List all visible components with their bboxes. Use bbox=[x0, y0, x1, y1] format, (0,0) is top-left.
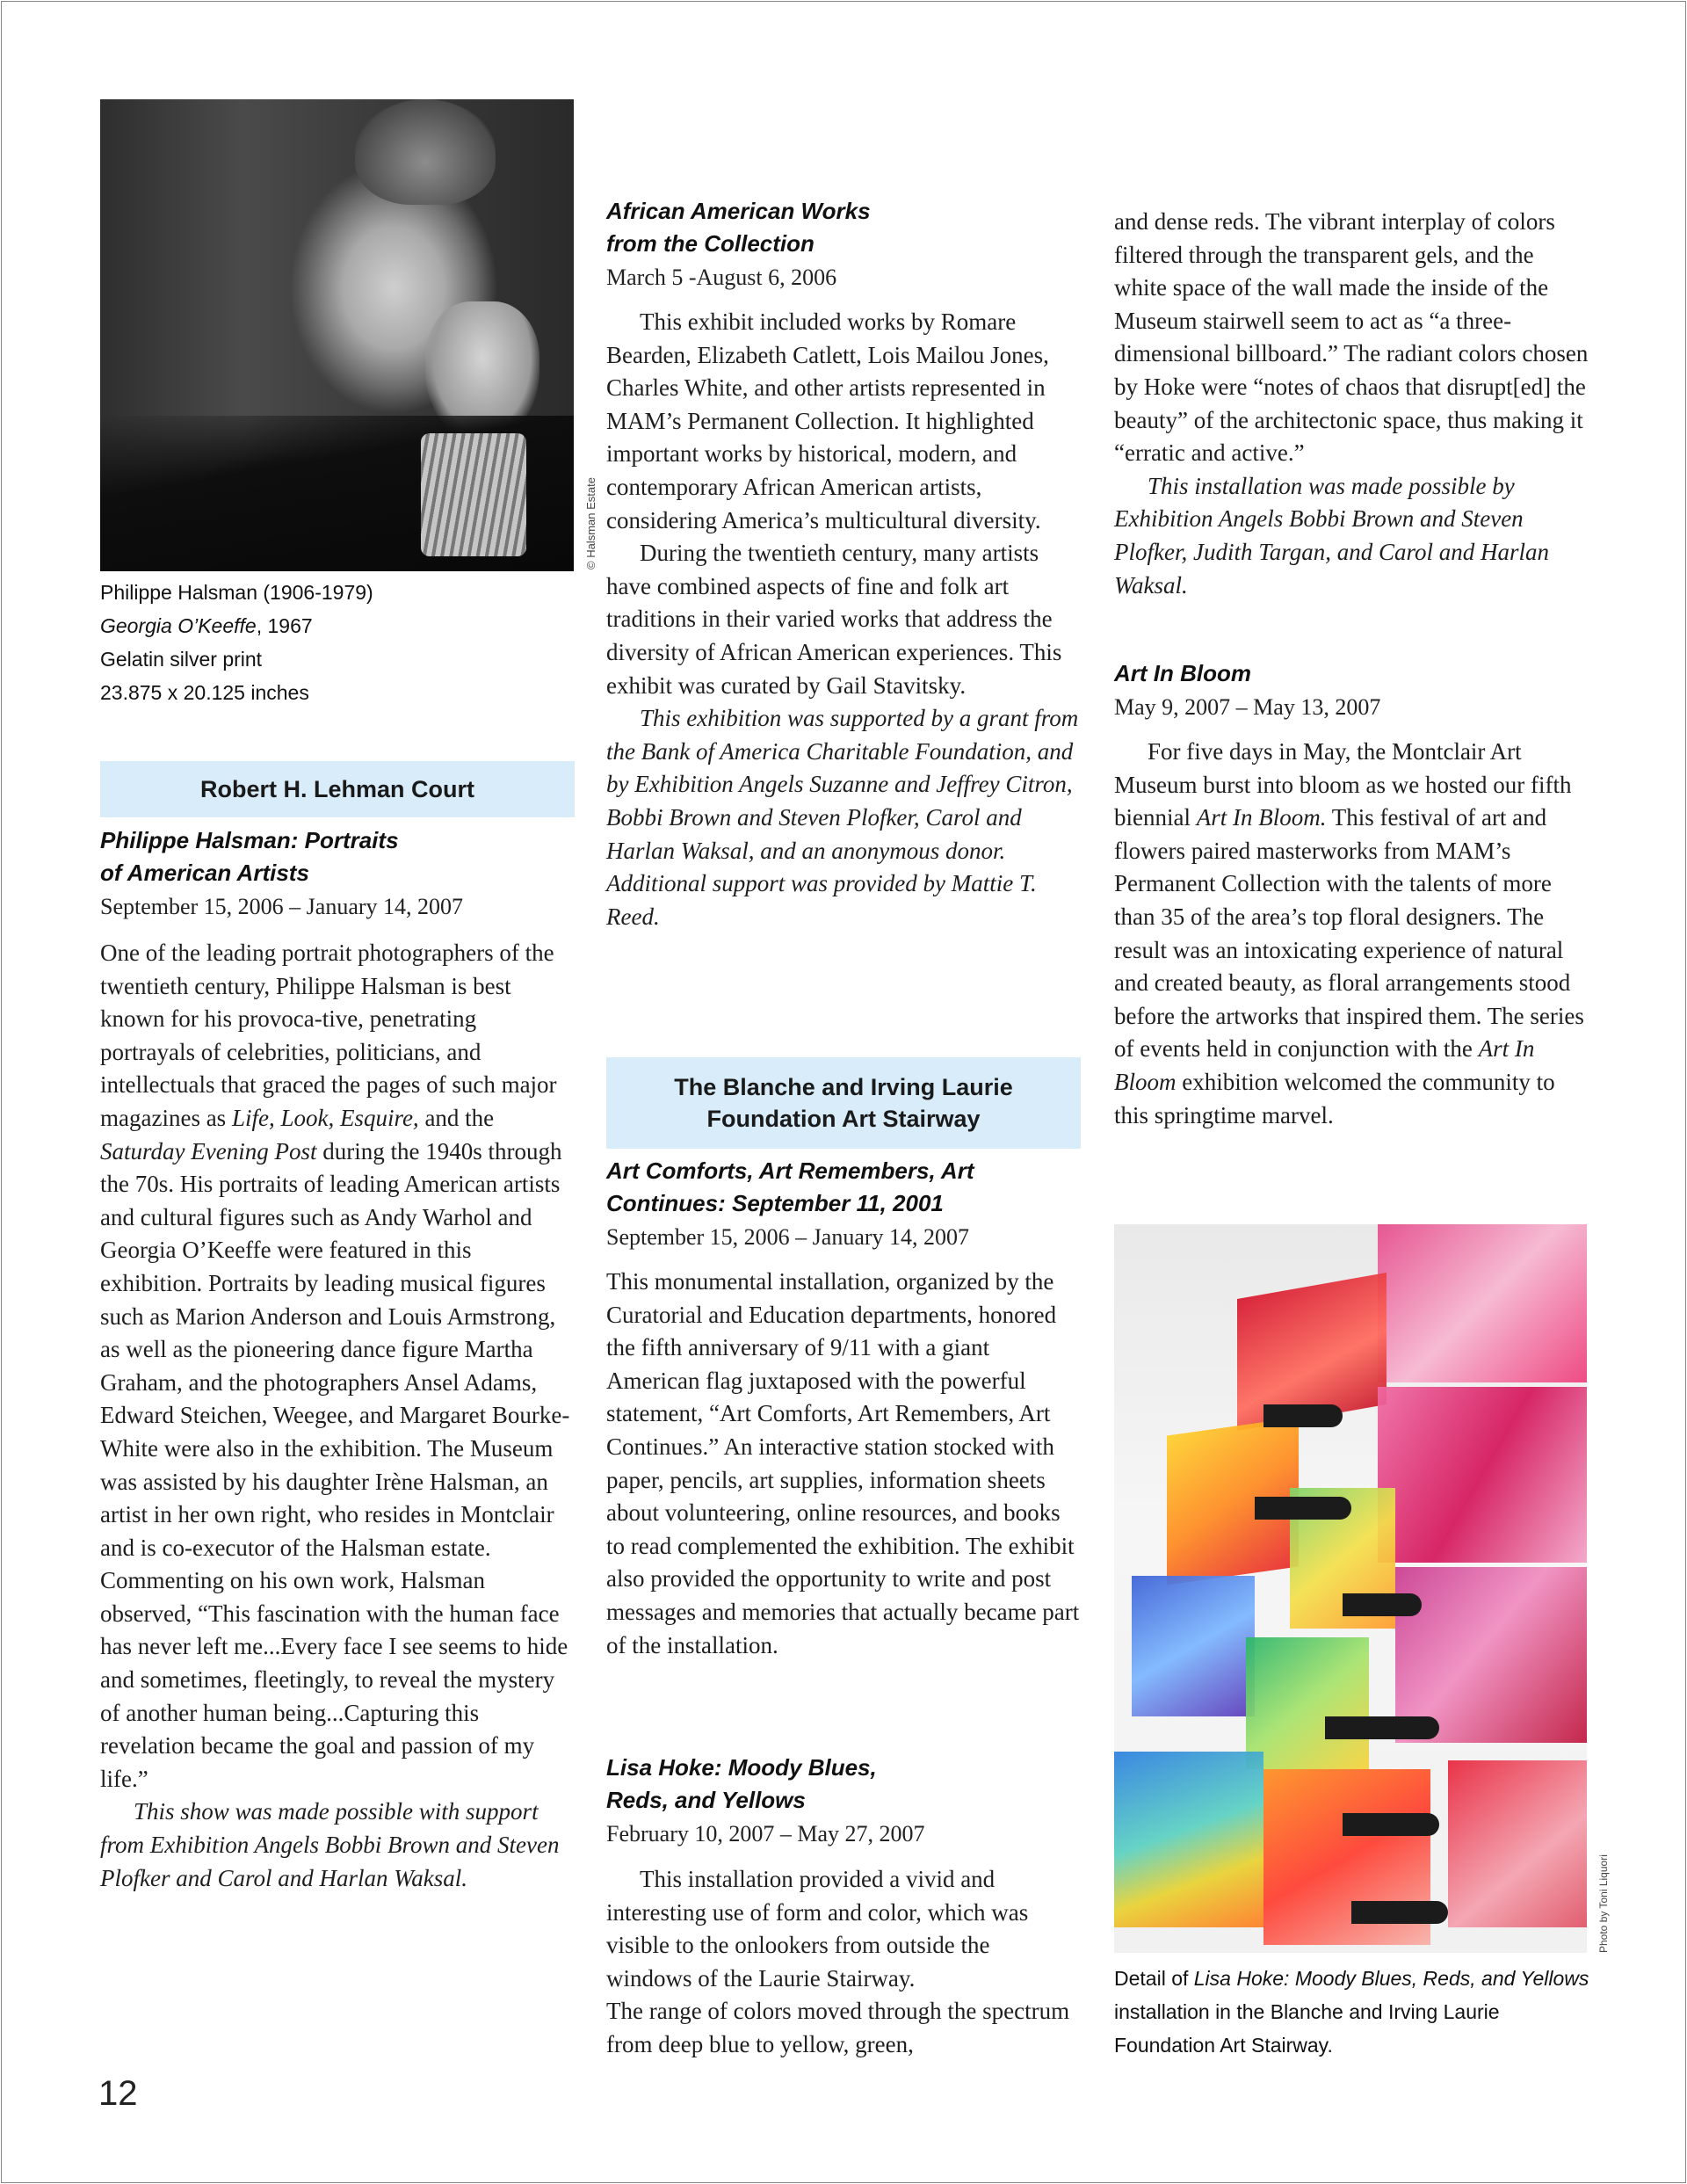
caption-line bbox=[100, 609, 575, 642]
portrait-photo bbox=[100, 99, 574, 571]
exhibit-dates: September 15, 2006 – January 14, 2007 bbox=[100, 894, 464, 919]
text-run: One of the leading portrait photographers of the twentieth century, Philippe Halsman is best known for his provoca-tive, penetrating portrayals of celebrities, politicians, and intellectuals that graced the pages of such major magazines as bbox=[100, 940, 557, 1131]
photo-gel-panel bbox=[1114, 1752, 1263, 1927]
photo-credit: © Halsman Estate bbox=[584, 477, 597, 570]
text-run: For five days in May, the Montclair Art Museum burst into bloom as we hosted our fifth biennial bbox=[1114, 738, 1572, 831]
exhibit-dates: February 10, 2007 – May 27, 2007 bbox=[606, 1821, 925, 1847]
exhibit-title: Art In Bloom. bbox=[1196, 804, 1327, 831]
body-text bbox=[100, 937, 576, 1895]
heading-line: of American Artists bbox=[100, 860, 309, 886]
exhibit-heading: Art In Bloom bbox=[1114, 660, 1251, 686]
section-band bbox=[606, 1057, 1081, 1149]
heading-line: Art Comforts, Art Remembers, Art bbox=[606, 1157, 974, 1184]
caption-line: 23.875 x 20.125 inches bbox=[100, 681, 309, 704]
photo-horn-shape bbox=[1325, 1716, 1439, 1739]
photo-credit: Photo by Toni Liquori bbox=[1597, 1854, 1610, 1953]
band-line: The Blanche and Irving Laurie bbox=[674, 1074, 1013, 1100]
support-credit: This installation was made possible by Exhibition Angels Bobbi Brown and Steven Plofker, Judith Targan, and Carol and Harlan Waksal. bbox=[1114, 472, 1550, 599]
paragraph bbox=[1114, 736, 1589, 1132]
exhibit-dates: September 15, 2006 – January 14, 2007 bbox=[606, 1224, 970, 1250]
heading-line: from the Collection bbox=[606, 230, 815, 257]
caption-artwork-title: Georgia O’Keeffe bbox=[100, 614, 257, 637]
paragraph: This exhibit included works by Romare Bearden, Elizabeth Catlett, Lois Mailou Jones, Charles White, and other artists represented in MAM’s Permanent Collection. It highlighted important works by historical, modern, and contemporary African American artists, considering America’s multicultural diversity. bbox=[606, 308, 1049, 533]
photo-gel-panel bbox=[1378, 1387, 1587, 1563]
photo-horn-shape bbox=[1343, 1813, 1439, 1836]
body-text bbox=[1114, 206, 1589, 602]
caption-line: Philippe Halsman (1906-1979) bbox=[100, 581, 373, 604]
body-text bbox=[606, 1863, 1081, 2062]
heading-line: Reds, and Yellows bbox=[606, 1787, 806, 1813]
exhibit-heading bbox=[606, 1752, 1081, 1817]
photo-horn-shape bbox=[1351, 1901, 1448, 1924]
magazine-name: Saturday Evening Post bbox=[100, 1137, 317, 1165]
paragraph: This installation provided a vivid and interesting use of form and color, which was visible to the onlookers from outside the windows of the Laurie Stairway. bbox=[606, 1866, 1029, 1992]
exhibit-heading bbox=[606, 195, 1081, 260]
exhibit-title: Art In Bloom bbox=[1114, 1035, 1535, 1095]
exhibit-heading bbox=[606, 1155, 1081, 1220]
photo-gel-panel bbox=[1132, 1576, 1255, 1716]
support-credit: This exhibition was supported by a grant from the Bank of America Charitable Foundation, and by Exhibition Angels Suzanne and Jeffrey Citron, Bobbi Brown and Steven Plofker, Carol and Harlan Waksal, and an anonymous donor. Additional support was provided by Mattie T. Reed. bbox=[606, 705, 1079, 930]
section-band: Robert H. Lehman Court bbox=[100, 761, 575, 817]
photo-cuff-shape bbox=[421, 433, 526, 556]
body-text bbox=[606, 1266, 1081, 1662]
photo-horn-shape bbox=[1255, 1497, 1351, 1520]
text-run: exhibition welcomed the community to this springtime marvel. bbox=[1114, 1068, 1555, 1128]
magazine-names: Life, Look, Esquire, bbox=[231, 1104, 419, 1131]
text-run: Detail of bbox=[1114, 1967, 1194, 1990]
photo-gel-panel bbox=[1448, 1760, 1587, 1927]
photo-caption bbox=[1114, 1962, 1593, 2062]
body-text bbox=[1114, 736, 1589, 1132]
text-run: during the 1940s through the 70s. His portraits of leading American artists and cultural figures such as Andy Warhol and Georgia O’Keeffe were featured in this exhibition. Portraits by leading musical figures such as Marion Anderson and Louis Armstrong, as well as the pioneering dance figure Martha Graham, and the photographers Ansel Adams, Edward Steichen, Weegee, and Margaret Bourke-White were also in the exhibition. The Museum was assisted by his daughter Irène Halsman, an artist in her own right, who resides in Montclair and is co-executor of the Halsman estate. Commenting on his own work, Halsman observed, “This fascination with the human face has never left me...Every face I see seems to hide and sometimes, fleetingly, to reveal the mystery of another human being...Capturing this revelation became the goal and passion of my life.” bbox=[100, 1137, 570, 1792]
photo-gel-panel bbox=[1246, 1637, 1369, 1769]
text-run: This festival of art and flowers paired masterworks from MAM’s Permanent Collection with the talents of more than 35 of the area’s top floral designers. The result was an intoxicating experience of natural and created beauty, as floral arrangements stood before the artworks that inspired them. The series of events held in conjunction with the bbox=[1114, 804, 1584, 1063]
paragraph: This monumental installation, organized by the Curatorial and Education departments, honored the fifth anniversary of 9/11 with a giant American flag juxtaposed with the powerful statement, “Art Comforts, Art Remembers, Art Continues.” An interactive station stocked with paper, pencils, art supplies, information sheets about volunteering, online resources, and books to read complemented the exhibition. The exhibit also provided the opportunity to write and post messages and memories that actually became part of the installation. bbox=[606, 1268, 1080, 1658]
photo-hair-shape bbox=[355, 99, 496, 205]
heading-line: African American Works bbox=[606, 198, 871, 224]
exhibit-heading bbox=[100, 824, 575, 889]
heading-line: Lisa Hoke: Moody Blues, bbox=[606, 1754, 877, 1781]
photo-caption bbox=[100, 576, 575, 709]
caption-artwork-title: Lisa Hoke: Moody Blues, Reds, and Yellows bbox=[1193, 1967, 1589, 1990]
page-number: 12 bbox=[98, 2074, 138, 2113]
heading-line: Continues: September 11, 2001 bbox=[606, 1190, 944, 1216]
photo-horn-shape bbox=[1263, 1404, 1343, 1427]
heading-line: Philippe Halsman: Portraits bbox=[100, 827, 399, 853]
caption-line: Gelatin silver print bbox=[100, 648, 263, 671]
installation-photo bbox=[1114, 1224, 1587, 1953]
paragraph: During the twentieth century, many artists have combined aspects of fine and folk art traditions in their varied works that address the diversity of African American experiences. This exhibit was curated by Gail Stavitsky. bbox=[606, 540, 1062, 699]
caption-year: , 1967 bbox=[256, 614, 313, 637]
body-text bbox=[606, 306, 1081, 933]
paragraph: The range of colors moved through the spectrum from deep blue to yellow, green, bbox=[606, 1998, 1070, 2057]
support-credit: This show was made possible with support from Exhibition Angels Bobbi Brown and Steven Plofker and Carol and Harlan Waksal. bbox=[100, 1798, 560, 1891]
exhibit-dates: May 9, 2007 – May 13, 2007 bbox=[1114, 694, 1381, 720]
text-run: and the bbox=[418, 1104, 495, 1131]
photo-horn-shape bbox=[1343, 1593, 1422, 1616]
text-run: installation in the Blanche and Irving Laurie Foundation Art Stairway. bbox=[1114, 2000, 1500, 2057]
paragraph bbox=[100, 937, 576, 1796]
photo-gel-panel bbox=[1378, 1224, 1587, 1382]
band-line: Foundation Art Stairway bbox=[706, 1106, 981, 1132]
exhibit-dates: March 5 -August 6, 2006 bbox=[606, 265, 837, 290]
paragraph: and dense reds. The vibrant interplay of colors filtered through the transparent gels, and the white space of the wall made the inside of the Museum stairwell seem to act as “a three-dimensional billboard.” The radiant colors chosen by Hoke were “notes of chaos that disrupt[ed] the beauty” of the architectonic space, thus making it “erratic and active.” bbox=[1114, 208, 1589, 467]
